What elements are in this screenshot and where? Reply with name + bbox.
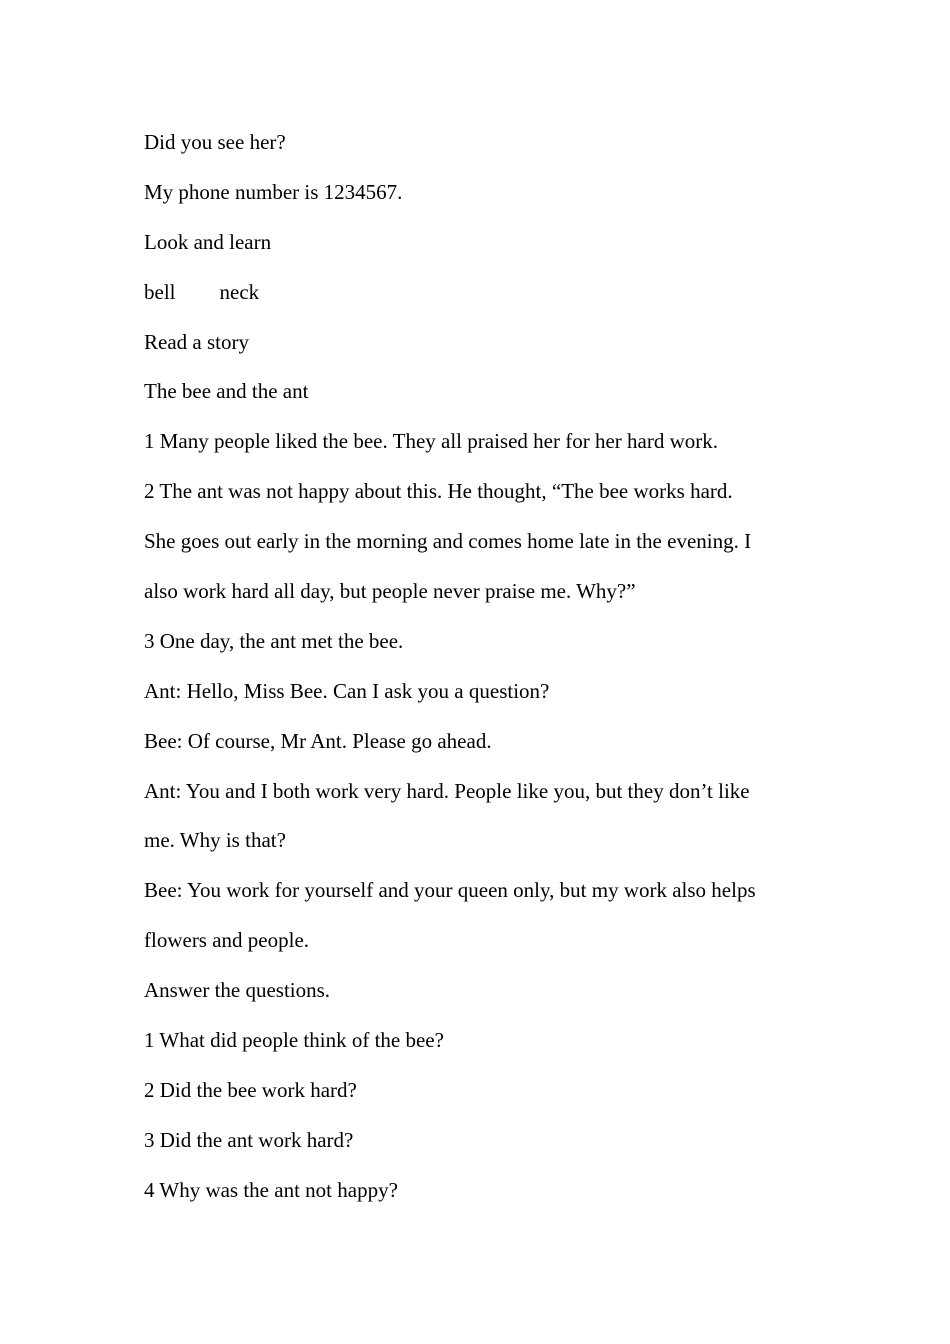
story-line: also work hard all day, but people never praise me. Why?” bbox=[144, 579, 636, 604]
story-line: flowers and people. bbox=[144, 928, 310, 953]
story-line: 1 Many people liked the bee. They all praised her for her hard work. bbox=[144, 429, 718, 454]
question-item: 3 Did the ant work hard? bbox=[144, 1127, 354, 1152]
question-item: 4 Why was the ant not happy? bbox=[144, 1177, 398, 1202]
section-heading-answer-the-questions: Answer the questions. bbox=[144, 978, 331, 1003]
question-item: 1 What did people think of the bee? bbox=[144, 1028, 444, 1053]
section-heading-read-a-story: Read a story bbox=[144, 329, 249, 354]
story-line: Ant: You and I both work very hard. People like you, but they don’t like bbox=[144, 778, 750, 803]
story-line: 3 One day, the ant met the bee. bbox=[144, 628, 404, 653]
vocabulary-word: neck bbox=[219, 279, 260, 304]
story-line: 2 The ant was not happy about this. He thought, “The bee works hard. bbox=[144, 479, 733, 504]
question-item: 2 Did the bee work hard? bbox=[144, 1077, 357, 1102]
section-heading-look-and-learn: Look and learn bbox=[144, 229, 272, 254]
vocabulary-row bbox=[144, 268, 814, 318]
text-line: My phone number is 1234567. bbox=[144, 179, 403, 204]
story-line: She goes out early in the morning and comes home late in the evening. I bbox=[144, 529, 752, 554]
text-line: Did you see her? bbox=[144, 130, 286, 154]
vocabulary-word: bell bbox=[144, 279, 176, 304]
story-line: Bee: You work for yourself and your queen only, but my work also helps bbox=[144, 878, 756, 903]
story-line: Bee: Of course, Mr Ant. Please go ahead. bbox=[144, 728, 492, 753]
story-line: Ant: Hello, Miss Bee. Can I ask you a question? bbox=[144, 678, 550, 703]
story-line: me. Why is that? bbox=[144, 828, 286, 853]
document-body bbox=[144, 118, 814, 1216]
story-title: The bee and the ant bbox=[144, 379, 309, 404]
